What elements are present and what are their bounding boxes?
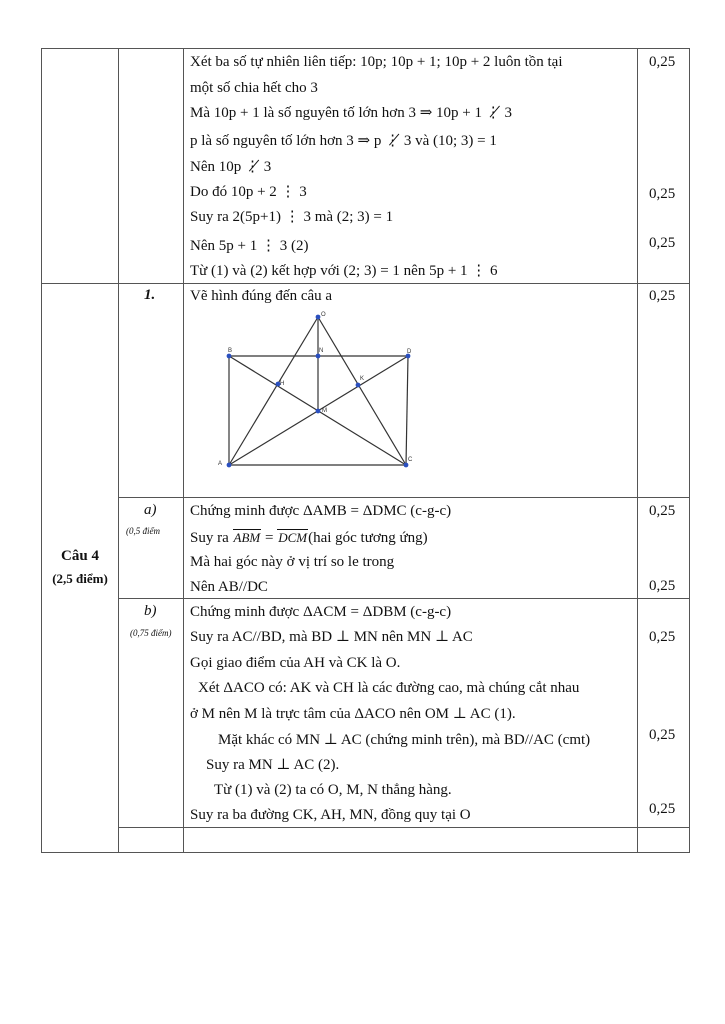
part-a-score-1: 0,25 [649,503,676,519]
part-b-line-5: ở M nên M là trực tâm của ΔACO nên OM ⊥ AC (1). [190,706,516,722]
part3-line-4: p là số nguyên tố lớn hơn 3 ⇒ p ⋮̸ 3 và (10; 3) = 1 [190,133,497,149]
part-b-score-1: 0,25 [649,629,676,645]
part3-line-6: Do đó 10p + 2 ⋮ 3 [190,184,307,200]
part3-score-1: 0,25 [649,54,676,70]
part1-score: 0,25 [649,288,676,304]
segment-AO [229,317,318,465]
part3-score-2: 0,25 [649,186,676,202]
point-M [316,409,321,414]
label-K: K [360,376,365,382]
part-b-line-1: Chứng minh được ΔACM = ΔDBM (c-g-c) [190,604,452,620]
label-B: B [228,348,233,354]
label-O: O [321,312,326,318]
label-A: A [218,461,223,467]
part3-line-2: một số chia hết cho 3 [190,80,318,96]
label-H: H [280,381,285,387]
label-C: C [408,457,413,463]
part-b-score-2: 0,25 [649,727,676,743]
geometry-figure [215,308,420,473]
part-b-line-6: Mặt khác có MN ⊥ AC (chứng minh trên), mà BD//AC (cmt) [218,732,591,748]
part-b-line-3: Gọi giao điểm của AH và CK là O. [190,655,401,671]
angle-dcm: DCM [278,530,308,545]
part-b-note: (0,75 điểm) [130,628,172,638]
question-title: Câu 4 [61,548,99,564]
part-b-score-3: 0,25 [649,801,676,817]
part3-line-5: Nên 10p ⋮̸ 3 [190,159,272,175]
point-A [227,463,232,468]
question-points: (2,5 điểm) [52,571,108,586]
part3-line-3: Mà 10p + 1 là số nguyên tố lớn hơn 3 ⇒ 10p + 1 ⋮̸ 3 [190,105,513,121]
point-K [356,383,361,388]
part-b-line-9: Suy ra ba đường CK, AH, MN, đồng quy tại O [190,807,471,823]
point-N [316,354,321,359]
part3-line-8: Nên 5p + 1 ⋮ 3 (2) [190,238,309,254]
segment-CO [318,317,406,465]
angle-abm: ABM [233,530,261,545]
part-a-line-3: Mà hai góc này ở vị trí so le trong [190,554,395,570]
part-b-line-2: Suy ra AC//BD, mà BD ⊥ MN nên MN ⊥ AC [190,629,473,645]
part-a-line-2: Suy ra ABM = DCM(hai góc tương ứng) [190,530,428,546]
part-a-line-4: Nên AB//DC [190,579,268,595]
part1-text: Vẽ hình đúng đến câu a [190,288,333,304]
point-O [316,315,321,320]
part3-line-1: Xét ba số tự nhiên liên tiếp: 10p; 10p + 1; 10p + 2 luôn tồn tại [190,54,563,70]
part3-score-3: 0,25 [649,235,676,251]
label-D: D [407,349,412,355]
label-N: N [319,348,324,354]
part-b-line-7: Suy ra MN ⊥ AC (2). [206,757,340,773]
point-C [404,463,409,468]
part-a-label: a) [144,502,157,518]
segment-CD [406,356,408,465]
part-a-line-1: Chứng minh được ΔAMB = ΔDMC (c-g-c) [190,503,452,519]
part-b-line-4: Xét ΔACO có: AK và CH là các đường cao, mà chúng cắt nhau [198,680,580,696]
part-a-note: (0,5 điểm [126,526,160,536]
point-B [227,354,232,359]
label-M: M [322,408,327,414]
part3-line-7: Suy ra 2(5p+1) ⋮ 3 mà (2; 3) = 1 [190,209,394,225]
part3-line-9: Từ (1) và (2) kết hợp với (2; 3) = 1 nên 5p + 1 ⋮ 6 [190,263,498,279]
part1-label: 1. [144,287,156,303]
part-b-label: b) [144,603,157,619]
part-a-score-2: 0,25 [649,578,676,594]
part-b-line-8: Từ (1) và (2) ta có O, M, N thẳng hàng. [214,782,452,798]
